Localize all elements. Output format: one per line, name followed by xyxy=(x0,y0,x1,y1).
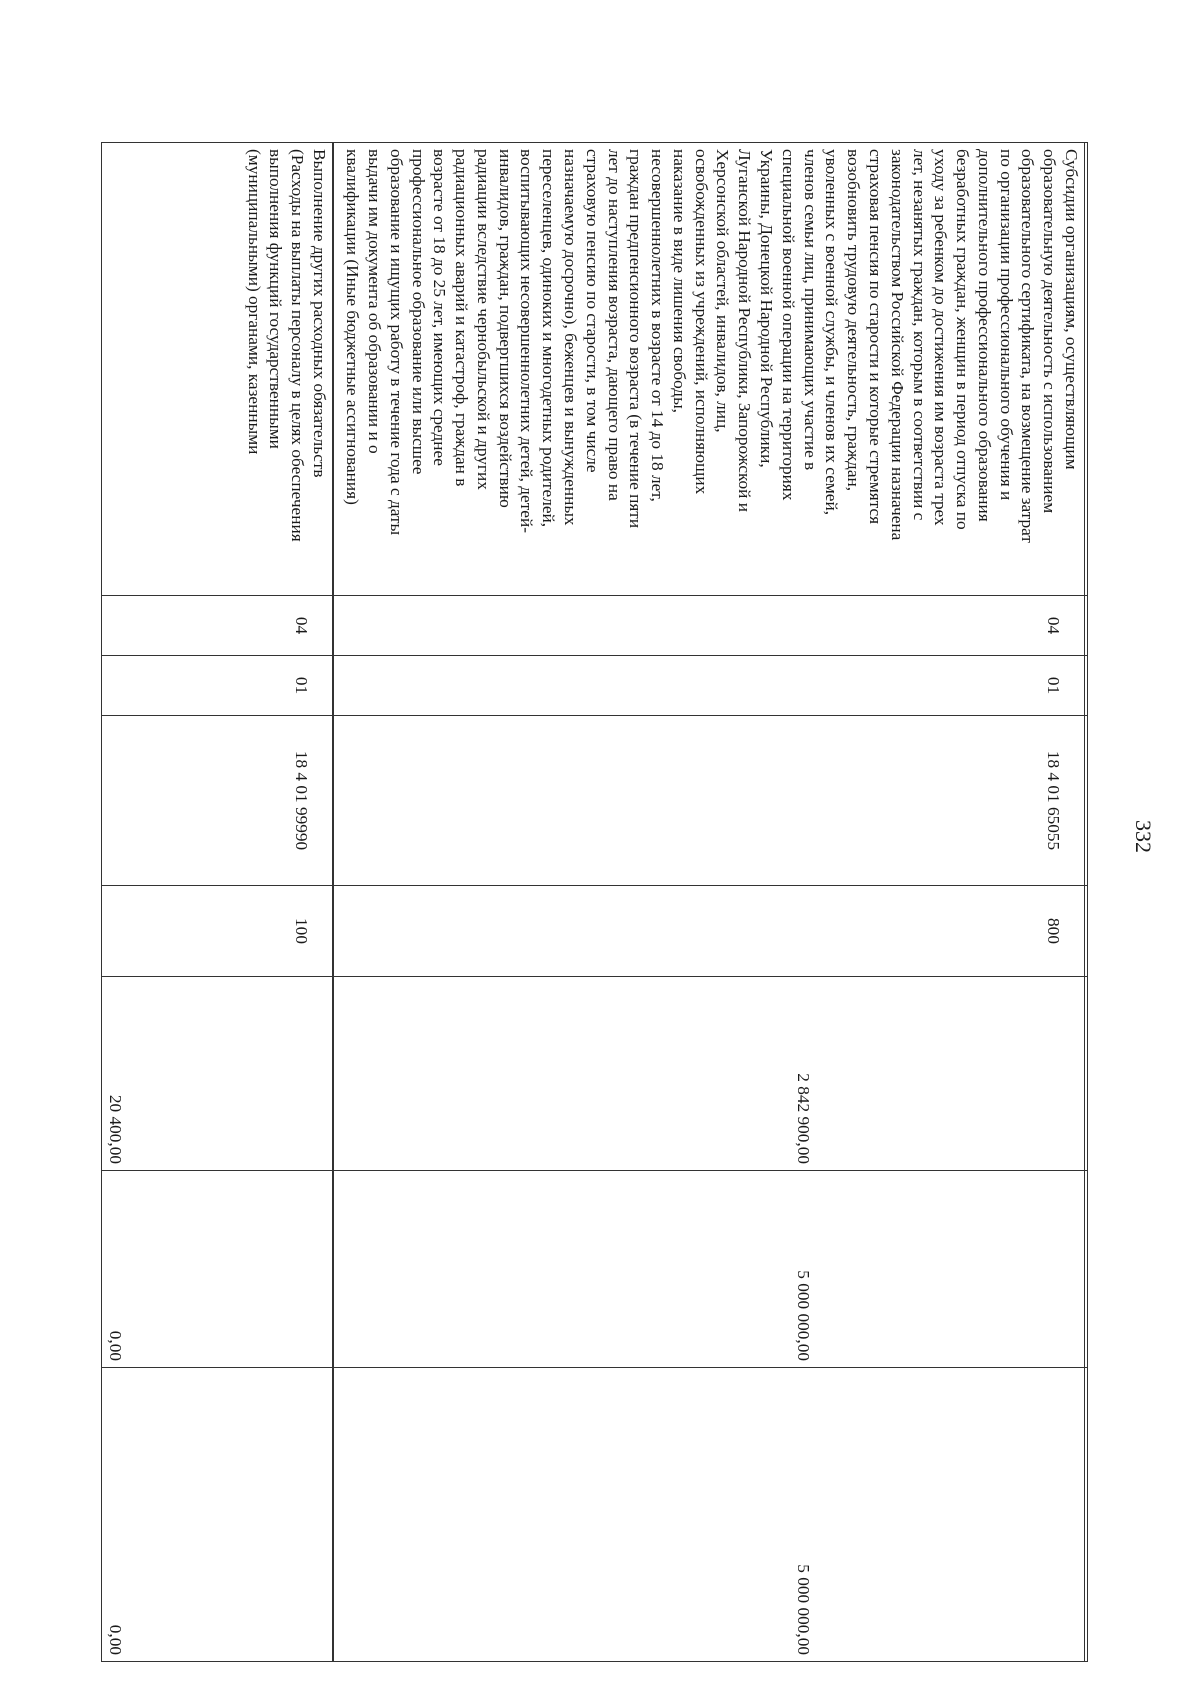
amount-cell-3: 0,00 xyxy=(102,1368,333,1662)
expense-type-cell: 800 xyxy=(334,886,1085,977)
target-article-cell: 18 4 01 99990 xyxy=(102,716,333,886)
target-article-cell: 18 4 01 65055 xyxy=(334,716,1085,886)
amount-cell-2: 5 000 000,00 xyxy=(334,1171,1085,1368)
table-row xyxy=(102,143,333,1662)
section-code-cell: 04 xyxy=(334,596,1085,656)
subsection-code-cell: 01 xyxy=(334,656,1085,716)
amount-cell-1: 2 842 900,00 xyxy=(334,977,1085,1171)
section-code-cell: 04 xyxy=(102,596,333,656)
subsection-code-cell: 01 xyxy=(102,656,333,716)
expense-name-cell: Выполнение других расходных обязательств (Расходы на выплаты персоналу в целях обеспечения выполнения функций государственными (муниципальными) органами, казенными xyxy=(102,143,333,596)
table-row xyxy=(334,143,1085,1662)
table-top-border-row xyxy=(1085,143,1088,1662)
expense-type-cell: 100 xyxy=(102,886,333,977)
amount-cell-1: 20 400,00 xyxy=(102,977,333,1171)
amount-cell-2: 0,00 xyxy=(102,1171,333,1368)
amount-cell-3: 5 000 000,00 xyxy=(334,1368,1085,1662)
page-number: 332 xyxy=(1131,820,1156,853)
table-divider-row xyxy=(333,143,334,1662)
budget-table xyxy=(101,142,1088,1662)
expense-name-cell: Субсидии организациям, осуществляющим образовательную деятельность с использованием образовательного сертификата, на возмещение затрат по организации профессионального обучения и дополнительного профессионального образования безработных граждан, женщин в период отпуска по уходу за ребенком до достижения им возраста трех лет, незанятых граждан, которым в соответствии с законодательством Российской Федерации назначена страховая пенсия по старости и которые стремятся возобновить трудовую деятельность, граждан, уволенных с военной службы, и членов их семей, членов семьи лиц, принимающих участие в специальной военной операции на территориях Украины, Донецкой Народной Республики, Луганской Народной Республики, Запорожской и Херсонской областей, инвалидов, лиц, освобожденных из учреждений, исполняющих наказание в виде лишения свободы, несовершеннолетних в возрасте от 14 до 18 лет, граждан предпенсионного возраста (в течение пяти лет до наступления возраста, дающего право на страховую пенсию по старости, в том числе назначаемую досрочно), беженцев и вынужденных переселенцев, одиноких и многодетных родителей, воспитывающих несовершеннолетних детей, детей- инвалидов, граждан, подвергшихся воздействию радиации вследствие чернобыльской и других радиационных аварий и катастроф, граждан в возрасте от 18 до 25 лет, имеющих среднее профессиональное образование или высшее образование и ищущих работу в течение года с даты выдачи им документа об образовании и о квалификации (Иные бюджетные ассигнования) xyxy=(334,143,1085,596)
